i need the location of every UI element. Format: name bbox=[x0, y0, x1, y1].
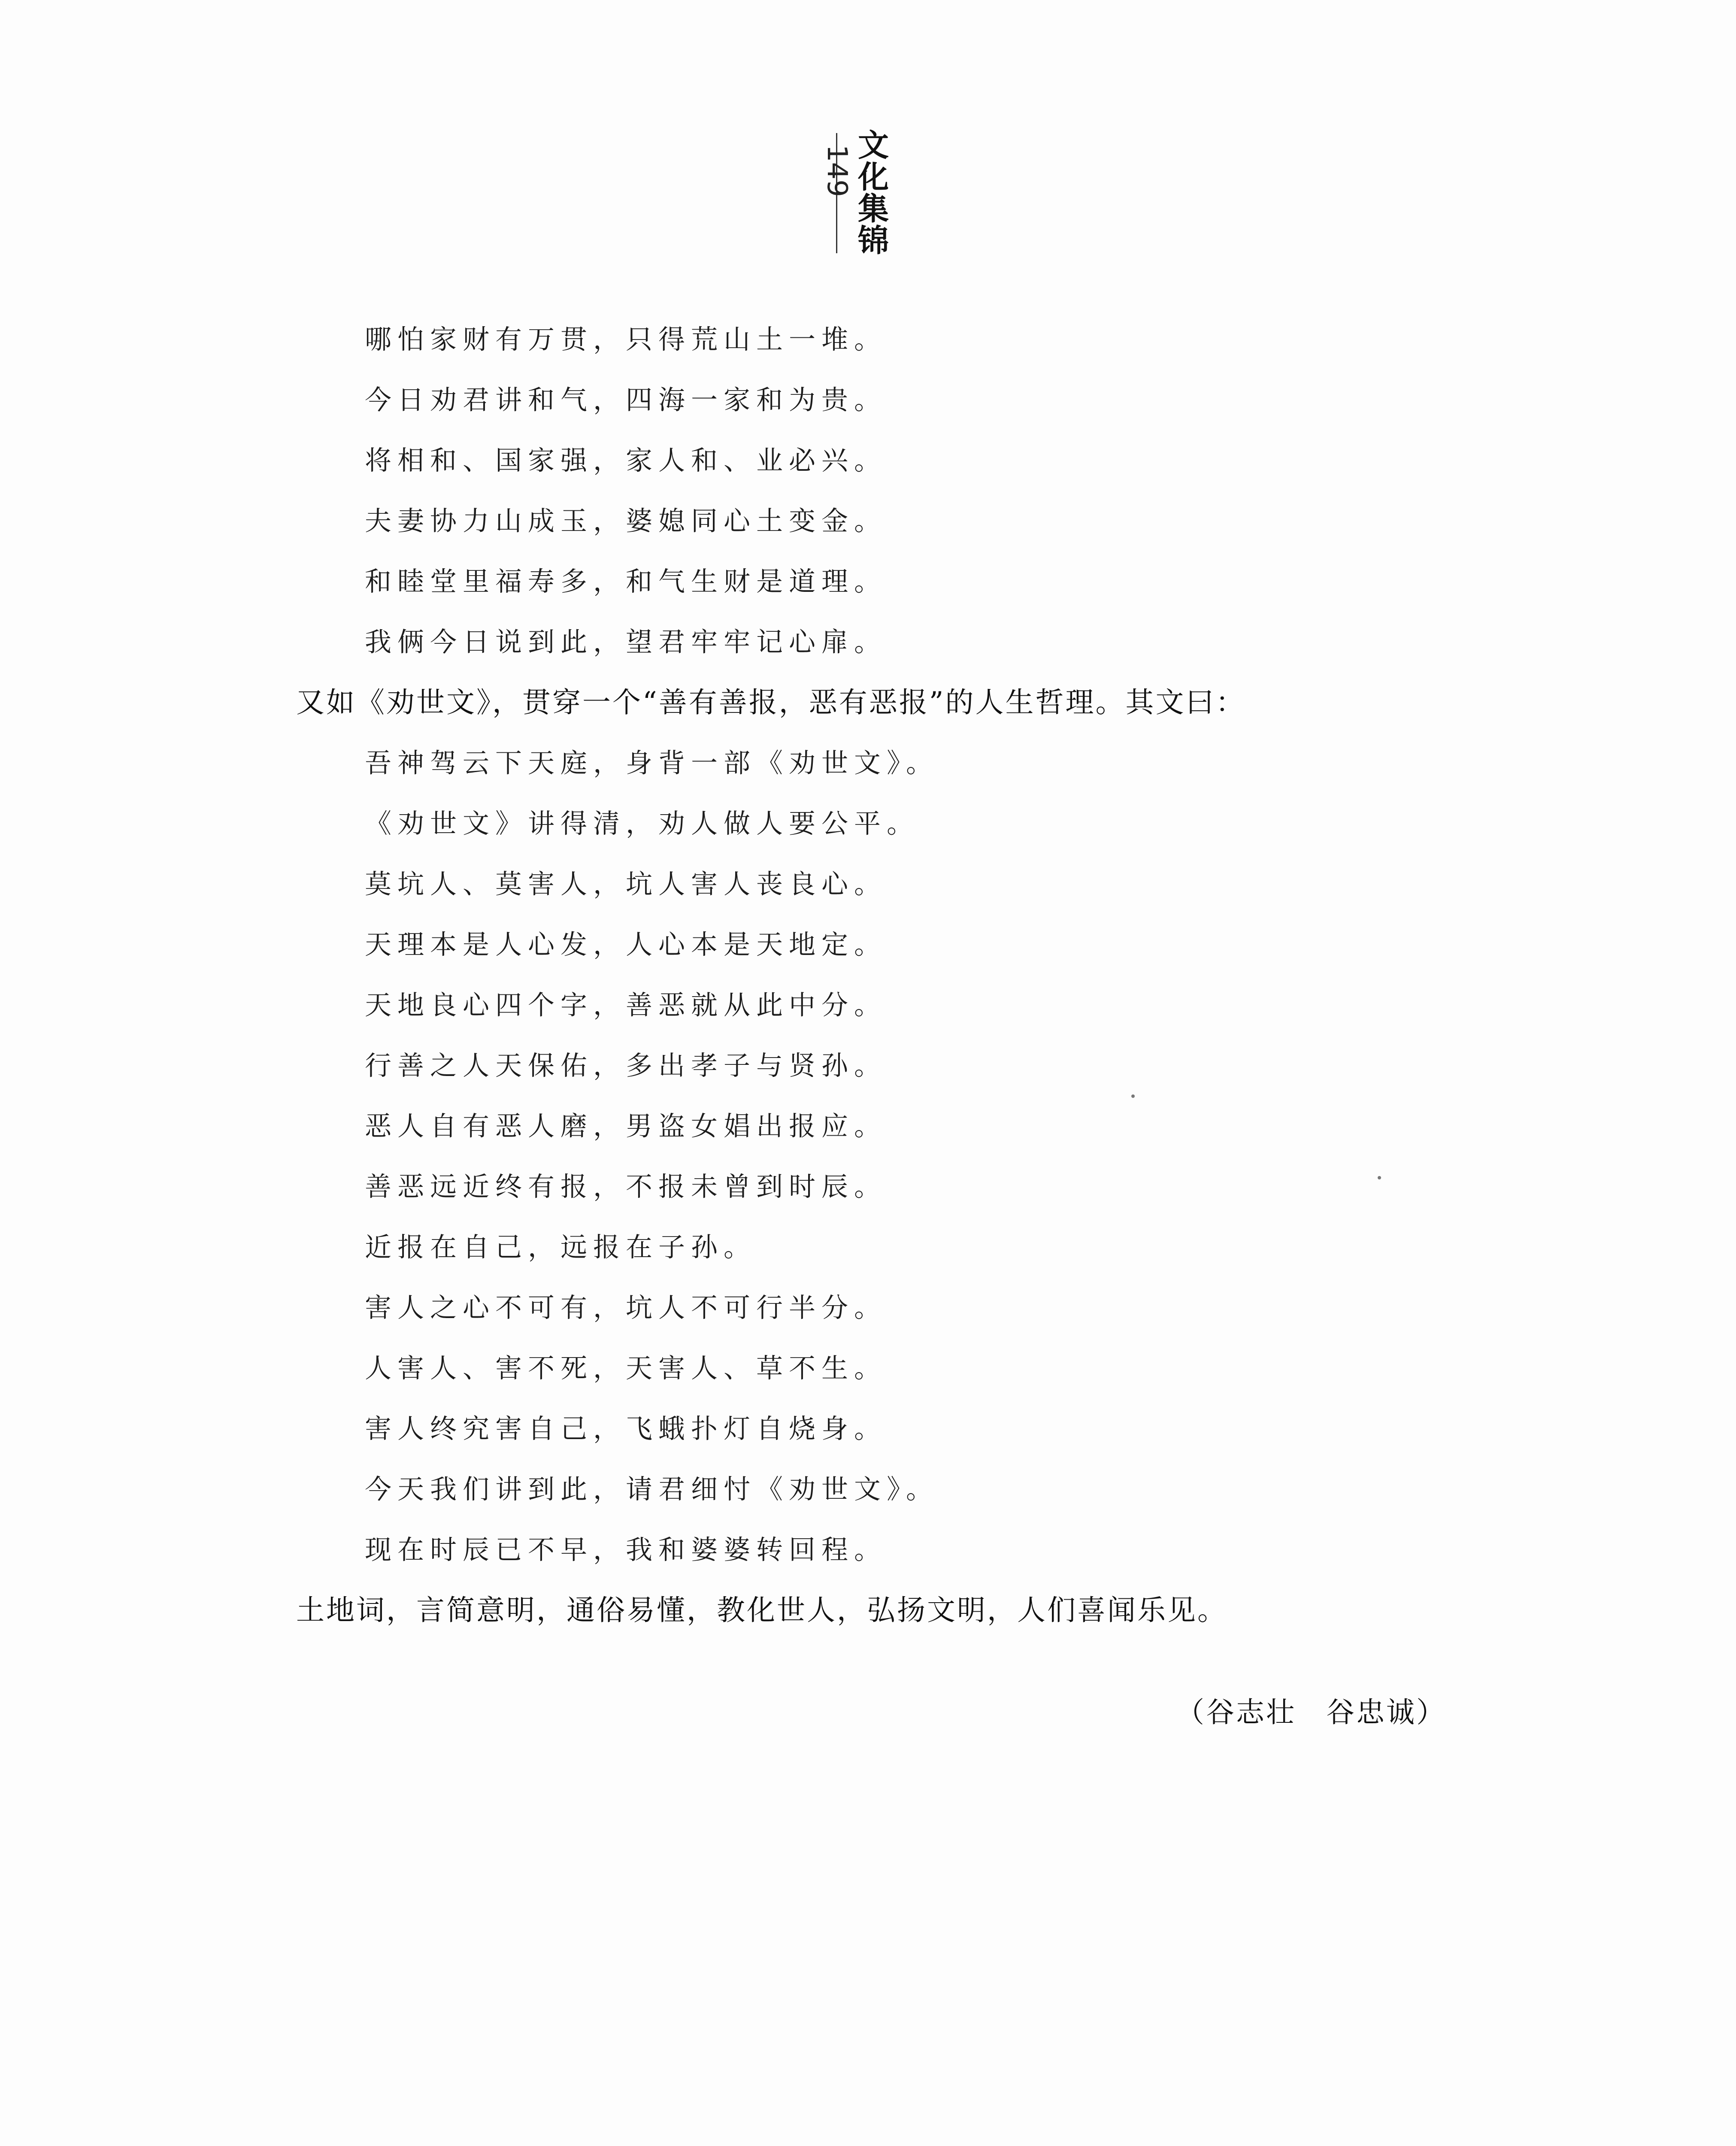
author-attribution: （谷志壮 谷忠诚） bbox=[1176, 1696, 1446, 1729]
verse-line: 近报在自己，远报在子孙。 bbox=[365, 1231, 757, 1263]
verse-line: 夫妻协力山成玉，婆媳同心土变金。 bbox=[365, 505, 887, 536]
verse-line: 恶人自有恶人磨，男盗女娼出报应。 bbox=[365, 1110, 887, 1142]
verse-line: 善恶远近终有报，不报未曾到时辰。 bbox=[365, 1171, 887, 1202]
verse-line: 《劝世文》讲得清，劝人做人要公平。 bbox=[365, 808, 920, 839]
verse-line: 天地良心四个字，善恶就从此中分。 bbox=[365, 989, 887, 1021]
verse-line: 害人终究害自己，飞蛾扑灯自烧身。 bbox=[365, 1413, 887, 1444]
scan-speck bbox=[1378, 1176, 1381, 1179]
verse-line: 行善之人天保佑，多出孝子与贤孙。 bbox=[365, 1050, 887, 1081]
verse-line: 人害人、害不死，天害人、草不生。 bbox=[365, 1352, 887, 1384]
verse-line: 吾神驾云下天庭，身背一部《劝世文》。 bbox=[365, 747, 939, 779]
closing-paragraph: 土地词，言简意明，通俗易懂，教化世人，弘扬文明，人们喜闻乐见。 bbox=[296, 1594, 1227, 1627]
verse-line: 天理本是人心发，人心本是天地定。 bbox=[365, 929, 887, 960]
section-title: 文化集锦 bbox=[853, 129, 889, 256]
verse-line: 现在时辰已不早，我和婆婆转回程。 bbox=[365, 1534, 887, 1565]
verse-line: 莫坑人、莫害人，坑人害人丧良心。 bbox=[365, 868, 887, 900]
verse-line: 我俩今日说到此，望君牢牢记心扉。 bbox=[365, 626, 887, 658]
verse-line: 将相和、国家强，家人和、业必兴。 bbox=[365, 445, 887, 476]
scan-speck bbox=[1131, 1094, 1135, 1098]
verse-line: 今日劝君讲和气，四海一家和为贵。 bbox=[365, 384, 887, 415]
running-header bbox=[798, 129, 893, 258]
intro-paragraph: 又如《劝世文》，贯穿一个“善有善报，恶有恶报”的人生哲理。其文曰： bbox=[296, 686, 1246, 719]
verse-line: 和睦堂里福寿多，和气生财是道理。 bbox=[365, 566, 887, 597]
page-body bbox=[296, 309, 1455, 1640]
verse-line: 今天我们讲到此，请君细忖《劝世文》。 bbox=[365, 1473, 939, 1505]
verse-line: 哪怕家财有万贯，只得荒山土一堆。 bbox=[365, 324, 887, 355]
page-number: 149 bbox=[821, 144, 853, 197]
verse-line: 害人之心不可有，坑人不可行半分。 bbox=[365, 1292, 887, 1323]
